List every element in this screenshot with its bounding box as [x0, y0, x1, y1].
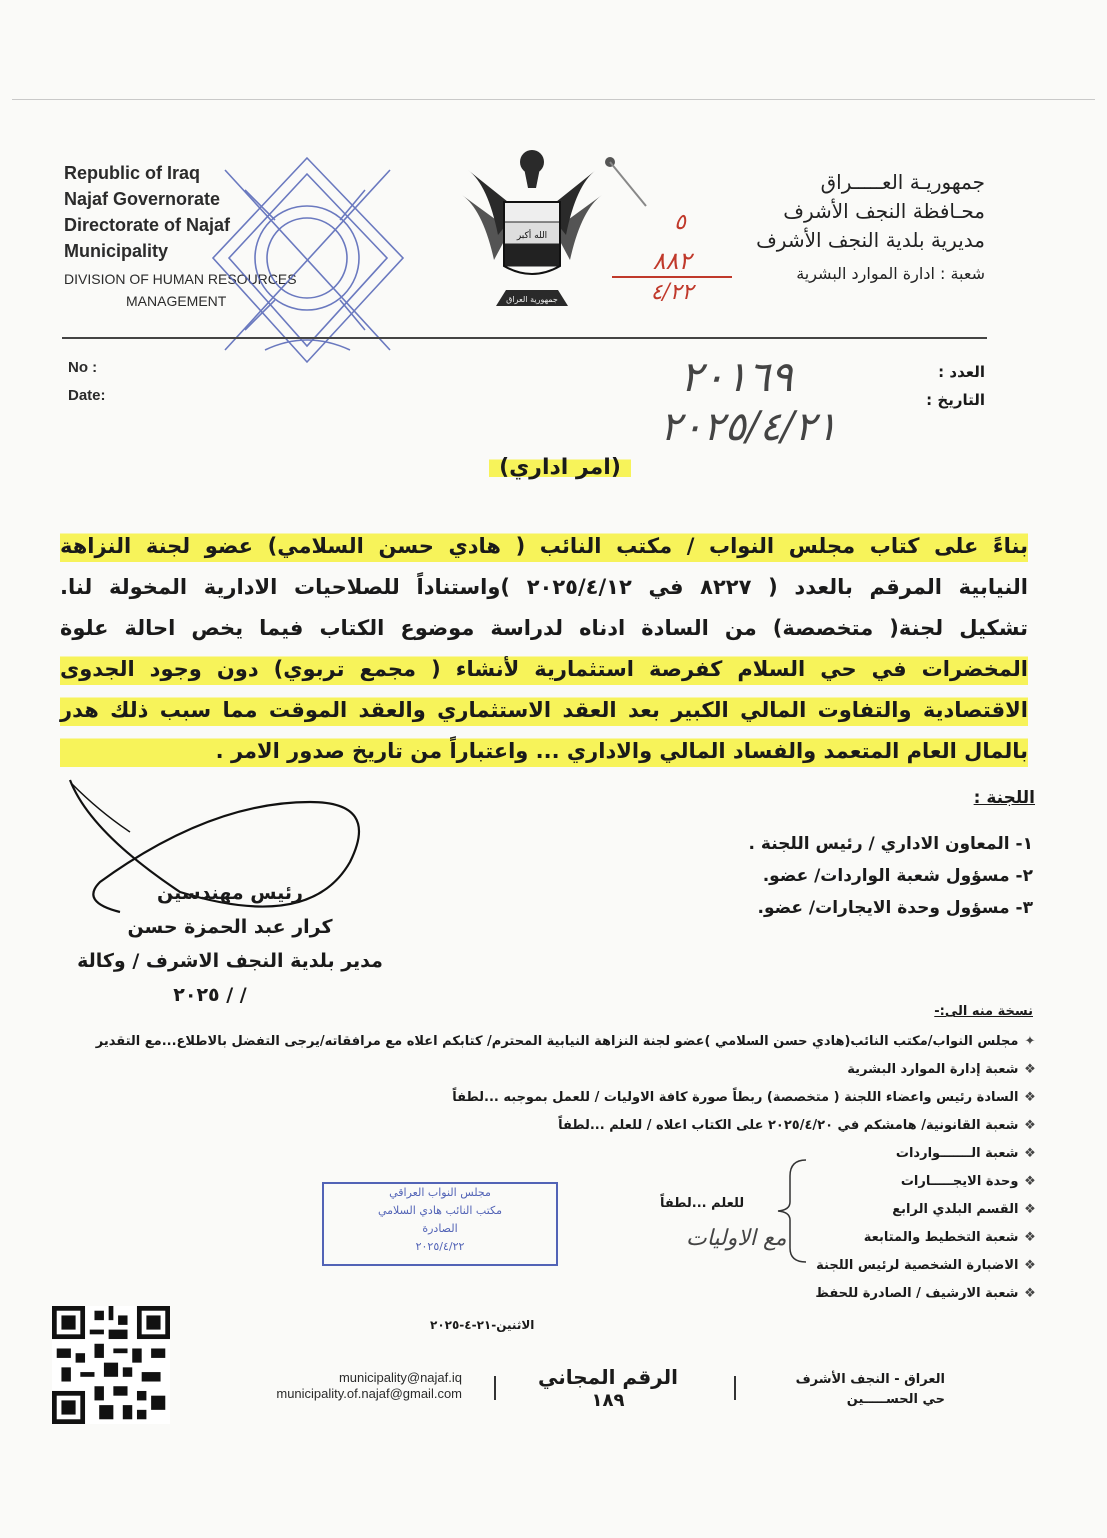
footer-address	[796, 1370, 945, 1410]
committee-member-2: ٢- مسؤول شعبة الواردات/ عضو.	[762, 866, 1033, 886]
body-line-1: بناءً على كتاب مجلس النواب / مكتب النائب ( هادي حسن السلامي) عضو لجنة النزاهة	[60, 526, 1028, 567]
header-en-division-2: MANAGEMENT	[126, 293, 227, 309]
committee-list	[613, 828, 1033, 924]
number-label-ar	[926, 358, 985, 414]
header-en-governorate: Najaf Governorate	[64, 189, 221, 209]
bullet-icon: ❖	[1024, 1146, 1036, 1161]
bullet-icon: ❖	[1024, 1062, 1036, 1077]
footer-separator	[734, 1376, 736, 1400]
order-title-text: (امر اداري)	[489, 455, 631, 480]
handwritten-margin-top: ٥	[674, 210, 686, 235]
bullet-icon: ✦	[1024, 1034, 1036, 1049]
scan-top-edge	[12, 99, 1095, 100]
footer-address-1: العراق - النجف الأشرف	[795, 1372, 945, 1387]
body-line-4: المخضرات في حي السلام كفرصة استثمارية لأنشاء ( مجمع تربوي) دون وجود الجدوى	[60, 649, 1028, 690]
committee-heading: اللجنة :	[973, 788, 1035, 808]
stamp-line-3: الصادرة	[422, 1222, 458, 1235]
handwritten-number: ٢٠١٦٩	[680, 352, 793, 401]
bullet-icon: ❖	[1024, 1286, 1036, 1301]
number-label-en	[68, 354, 106, 410]
bullet-icon: ❖	[1024, 1174, 1036, 1189]
header-ar-division: شعبة : ادارة الموارد البشرية	[796, 264, 985, 283]
handwritten-date: ٢٠٢٥/٤/٢١	[660, 404, 838, 450]
copy-item-1: مجلس النواب/مكتب النائب(هادي حسن السلامي )عضو لجنة النزاهة النيابية المحترم/ كتابكم اعلاه مع مرافقاته/يرجى التفضل بالاطلاع...مع التقدير	[95, 1034, 1019, 1049]
footer-free-number	[528, 1364, 688, 1412]
copy-item-4: شعبة القانونية/ هامشكم في ٢٠٢٥/٤/٢٠ على الكتاب اعلاه / للعلم ...لطفاً	[558, 1118, 1019, 1133]
footer-emails	[212, 1370, 462, 1402]
bullet-icon: ❖	[1024, 1230, 1036, 1245]
header-en-municipality: Municipality	[64, 241, 169, 261]
signature-date: / / ٢٠٢٥	[173, 984, 247, 1006]
body-line-5: الاقتصادية والتفاوت المالي الكبير بعد العقد الاستثماري والعقد الموقت مما سبب ذلك هدر	[60, 690, 1028, 731]
header-divider	[62, 337, 987, 339]
copy-group-item-2: وحدة الايجـــــارات	[900, 1174, 1019, 1189]
copy-tail-item-1: الاضبارة الشخصية لرئيس اللجنة	[816, 1258, 1019, 1273]
header-en-republic: Republic of Iraq	[64, 163, 201, 183]
bullet-icon: ❖	[1024, 1202, 1036, 1217]
signature-title: رئيس مهندسين	[157, 882, 303, 904]
copy-item-3: السادة رئيس واعضاء اللجنة ( متخصصة) ربطاً صورة كافة الاوليات / للعمل بموجبه ...لطفاً	[452, 1090, 1019, 1105]
committee-member-3: ٣- مسؤول وحدة الايجارات/ عضو.	[757, 898, 1033, 918]
footer-email-1: municipality@najaf.iq	[338, 1370, 462, 1385]
copy-tail-item-2: شعبة الارشيف / الصادرة للحفظ	[815, 1286, 1019, 1301]
committee-member-1: ١- المعاون الاداري / رئيس اللجنة .	[748, 834, 1033, 854]
group-note: للعلم ...لطفاً	[660, 1196, 745, 1211]
no-label: No :	[68, 359, 98, 376]
stamp-line-4: ٢٠٢٥/٤/٢٢	[415, 1240, 465, 1253]
header-arabic	[685, 168, 985, 288]
ar-number-label: العدد :	[938, 363, 985, 381]
handwritten-margin-date: ٤/٢٢	[650, 280, 694, 305]
footer-separator	[494, 1376, 496, 1400]
header-ar-republic: جمهوريـة العـــــراق	[820, 170, 985, 194]
copy-group-item-1: شعبة الـــــــواردات	[895, 1146, 1019, 1161]
header-en-division: DIVISION OF HUMAN RESOURCES	[64, 271, 297, 287]
stamp-line-2: مكتب النائب هادي السلامي	[377, 1204, 503, 1217]
ar-date-label: التاريخ :	[926, 391, 985, 409]
header-ar-governorate: محـافظة النجف الأشرف	[783, 199, 985, 223]
body-line-2: النيابية المرقم بالعدد ( ٨٢٢٧ في ٢٠٢٥/٤/١٢ )واستناداً للصلاحيات الادارية المخولة لنا.	[60, 575, 1028, 599]
emblem-banner-text: الله أكبر	[516, 231, 548, 241]
eagle-emblem-icon	[458, 140, 606, 312]
signature-name: كرار عبد الحمزة حسن	[127, 916, 333, 938]
emblem-ribbon-text: جمهورية العراق	[506, 295, 558, 304]
handwritten-margin-number: ٨٨٢	[612, 246, 732, 278]
bullet-icon: ❖	[1024, 1118, 1036, 1133]
signature-position: مدير بلدية النجف الاشرف / وكالة	[77, 950, 383, 972]
header-ar-directorate: مديرية بلدية النجف الأشرف	[756, 228, 985, 252]
order-title	[460, 455, 660, 480]
date-label: Date:	[68, 387, 106, 404]
qr-code-icon	[52, 1306, 170, 1424]
bullet-icon: ❖	[1024, 1258, 1036, 1273]
copies-list	[0, 1028, 1037, 1308]
signature-block	[60, 876, 400, 1012]
copy-group-item-4: شعبة التخطيط والمتابعة	[863, 1230, 1019, 1245]
header-en-directorate: Directorate of Najaf	[64, 215, 231, 235]
parliament-stamp	[322, 1182, 558, 1266]
order-body	[60, 526, 1028, 772]
stamp-line-1: مجلس النواب العراقي	[389, 1186, 491, 1199]
footer-address-2: حي الحســـــين	[846, 1392, 945, 1407]
copies-heading: نسخة منه الى:-	[934, 1004, 1033, 1019]
copy-group-item-3: القسم البلدي الرابع	[892, 1202, 1019, 1217]
body-line-6: بالمال العام المتعمد والفساد المالي والاداري ... واعتباراً من تاريخ صدور الامر .	[60, 731, 1028, 772]
day-date: الاثنين-٢١-٤-٢٠٢٥	[430, 1318, 535, 1332]
footer-email-2: municipality.of.najaf@gmail.com	[276, 1386, 462, 1401]
free-number-label: الرقم المجاني	[538, 1365, 678, 1389]
copy-item-2: شعبة إدارة الموارد البشرية	[847, 1062, 1019, 1077]
free-number-value: ١٨٩	[591, 1390, 625, 1411]
group-note-handwritten: مع الاوليات	[686, 1226, 787, 1251]
body-line-3: تشكيل لجنة( متخصصة) من السادة ادناه لدراسة موضوع الكتاب فيما يخص احالة علوة	[60, 616, 1028, 640]
bullet-icon: ❖	[1024, 1090, 1036, 1105]
staple-mark-icon	[602, 154, 652, 214]
